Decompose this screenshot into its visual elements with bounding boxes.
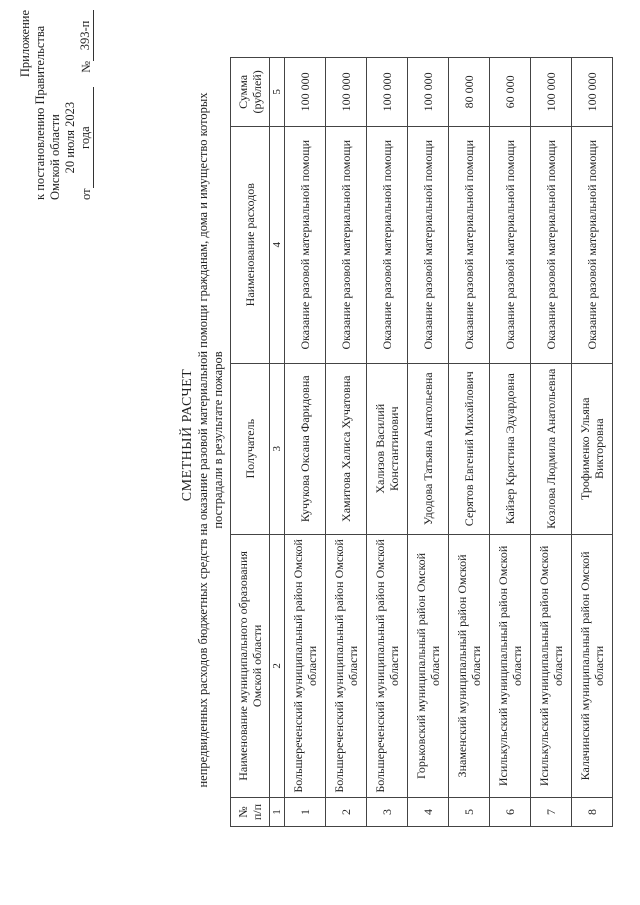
row-municipality: Калачинский муниципальный район Омской области — [572, 534, 613, 797]
estimate-table — [230, 57, 613, 827]
document-title: СМЕТНЫЙ РАСЧЕТ — [180, 368, 195, 502]
header-number: № п/п — [231, 798, 270, 827]
row-recipient: Трофименко Ульяна Викторовна — [572, 363, 613, 534]
row-municipality: Большереченский муниципальный район Омской области — [326, 534, 367, 797]
appendix-date-line — [63, 10, 94, 200]
row-municipality: Большереченский муниципальный район Омской области — [285, 534, 326, 797]
row-amount: 60 000 — [490, 58, 531, 127]
column-number: 4 — [270, 126, 285, 363]
resolution-number: 393-п — [78, 10, 94, 61]
row-municipality: Горьковский муниципальный район Омской области — [408, 534, 449, 797]
row-number: 4 — [408, 798, 449, 827]
appendix-title: Приложение — [18, 10, 32, 78]
row-amount: 100 000 — [531, 58, 572, 127]
appendix-resolution: к постановлению Правительства Омской области — [33, 25, 62, 200]
row-municipality: Большереченский муниципальный район Омской области — [367, 534, 408, 797]
table-row — [531, 58, 572, 827]
row-recipient: Кучукова Оксана Фаридовна — [285, 363, 326, 534]
row-amount: 100 000 — [285, 58, 326, 127]
table-row — [572, 58, 613, 827]
row-number: 3 — [367, 798, 408, 827]
row-number: 8 — [572, 798, 613, 827]
column-numbers-row — [270, 58, 285, 827]
row-recipient: Хализов Василий Константинович — [367, 363, 408, 534]
row-number: 5 — [449, 798, 490, 827]
row-expense: Оказание разовой материальной помощи — [326, 126, 367, 363]
row-amount: 100 000 — [572, 58, 613, 127]
row-amount: 100 000 — [408, 58, 449, 127]
row-municipality: Знаменский муниципальный район Омской области — [449, 534, 490, 797]
header-municipality: Наименование муниципального образования Омской области — [231, 534, 270, 797]
row-expense: Оказание разовой материальной помощи — [490, 126, 531, 363]
row-amount: 100 000 — [367, 58, 408, 127]
resolution-date: 20 июля 2023 года — [63, 87, 94, 189]
table-row — [367, 58, 408, 827]
row-recipient: Кайзер Кристина Эдуардовна — [490, 363, 531, 534]
row-expense: Оказание разовой материальной помощи — [367, 126, 408, 363]
header-amount: Сумма (рублей) — [231, 58, 270, 127]
row-number: 6 — [490, 798, 531, 827]
table-header-row — [231, 58, 270, 827]
row-number: 1 — [285, 798, 326, 827]
from-label: от — [79, 188, 93, 200]
row-recipient: Серятов Евгений Михайлович — [449, 363, 490, 534]
table-row — [490, 58, 531, 827]
column-number: 2 — [270, 534, 285, 797]
number-label: № — [79, 60, 93, 73]
column-number: 1 — [270, 798, 285, 827]
row-expense: Оказание разовой материальной помощи — [531, 126, 572, 363]
column-number: 3 — [270, 363, 285, 534]
row-municipality: Исилькульский муниципальный район Омской области — [531, 534, 572, 797]
row-recipient: Удодова Татьяна Анатольевна — [408, 363, 449, 534]
row-expense: Оказание разовой материальной помощи — [572, 126, 613, 363]
table-row — [285, 58, 326, 827]
header-expense: Наименование расходов — [231, 126, 270, 363]
table-row — [326, 58, 367, 827]
row-number: 7 — [531, 798, 572, 827]
table-row — [408, 58, 449, 827]
column-number: 5 — [270, 58, 285, 127]
row-recipient: Козлова Людмила Анатольевна — [531, 363, 572, 534]
row-recipient: Хамитова Халиса Хучатовна — [326, 363, 367, 534]
header-recipient: Получатель — [231, 363, 270, 534]
row-amount: 80 000 — [449, 58, 490, 127]
row-number: 2 — [326, 798, 367, 827]
row-expense: Оказание разовой материальной помощи — [408, 126, 449, 363]
table-row — [449, 58, 490, 827]
row-amount: 100 000 — [326, 58, 367, 127]
appendix-block — [18, 10, 94, 200]
row-municipality: Исилькульский муниципальный район Омской области — [490, 534, 531, 797]
row-expense: Оказание разовой материальной помощи — [449, 126, 490, 363]
document-subtitle: непредвиденных расходов бюджетных средств на оказание разовой материальной помощи гражданам, дома и имущество которых пострадали в результате пожаров — [196, 92, 225, 788]
row-expense: Оказание разовой материальной помощи — [285, 126, 326, 363]
